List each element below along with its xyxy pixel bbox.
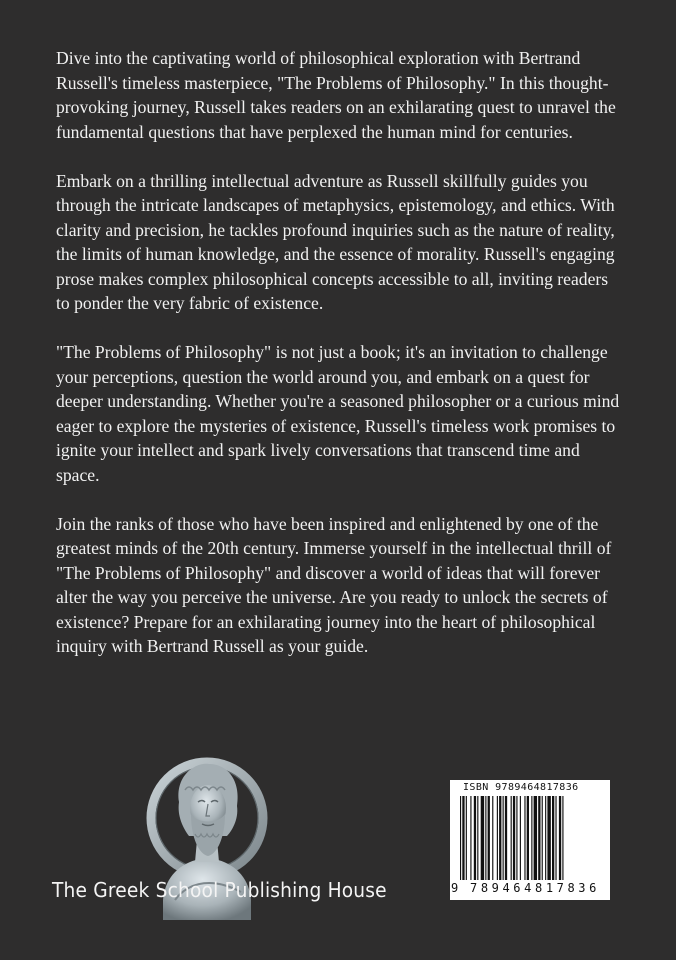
publisher-name: The Greek School Publishing House bbox=[52, 878, 387, 902]
description-paragraph-2: Embark on a thrilling intellectual adventure as Russell skillfully guides you through the intricate landscapes of metaphysics, epistemology, and ethics. With clarity and precision, he tackles profound inquiries such as the nature of reality, the limits of human knowledge, and the essence of morality. Russell's engaging prose makes complex philosophical concepts accessible to all, inviting readers to ponder the very fabric of existence. bbox=[56, 170, 615, 313]
isbn-digit-group-2: 789464 bbox=[470, 881, 535, 895]
greek-bust-medallion-icon bbox=[145, 750, 271, 930]
barcode-bars bbox=[460, 796, 600, 884]
back-cover-description bbox=[56, 46, 626, 683]
isbn-label: ISBN 9789464817836 bbox=[463, 782, 579, 793]
description-paragraph-4: Join the ranks of those who have been inspired and enlightened by one of the greatest minds of the 20th century. Immerse yourself in the intellectual thrill of "The Problems of Philosophy" and discover a world of ideas that will forever alter the way you perceive the universe. Are you ready to unlock the secrets of existence? Prepare for an exhilarating journey into the heart of philosophical inquiry with Bertrand Russell as your guide. bbox=[56, 513, 612, 656]
isbn-digit-group-3: 817836 bbox=[535, 881, 600, 895]
description-paragraph-1: Dive into the captivating world of philosophical exploration with Bertrand Russell's timeless masterpiece, "The Problems of Philosophy." In this thought-provoking journey, Russell takes readers on an exhilarating quest to unravel the fundamental questions that have perplexed the human mind for centuries. bbox=[56, 48, 616, 142]
isbn-barcode bbox=[450, 780, 610, 900]
isbn-digit-group-1: 9 bbox=[451, 881, 459, 895]
description-paragraph-3: "The Problems of Philosophy" is not just a book; it's an invitation to challenge your perceptions, question the world around you, and embark on a quest for deeper understanding. Whether you're a seasoned philosopher or a curious mind eager to explore the mysteries of existence, Russell's timeless work promises to ignite your intellect and spark lively conversations that transcend time and space. bbox=[56, 342, 620, 485]
